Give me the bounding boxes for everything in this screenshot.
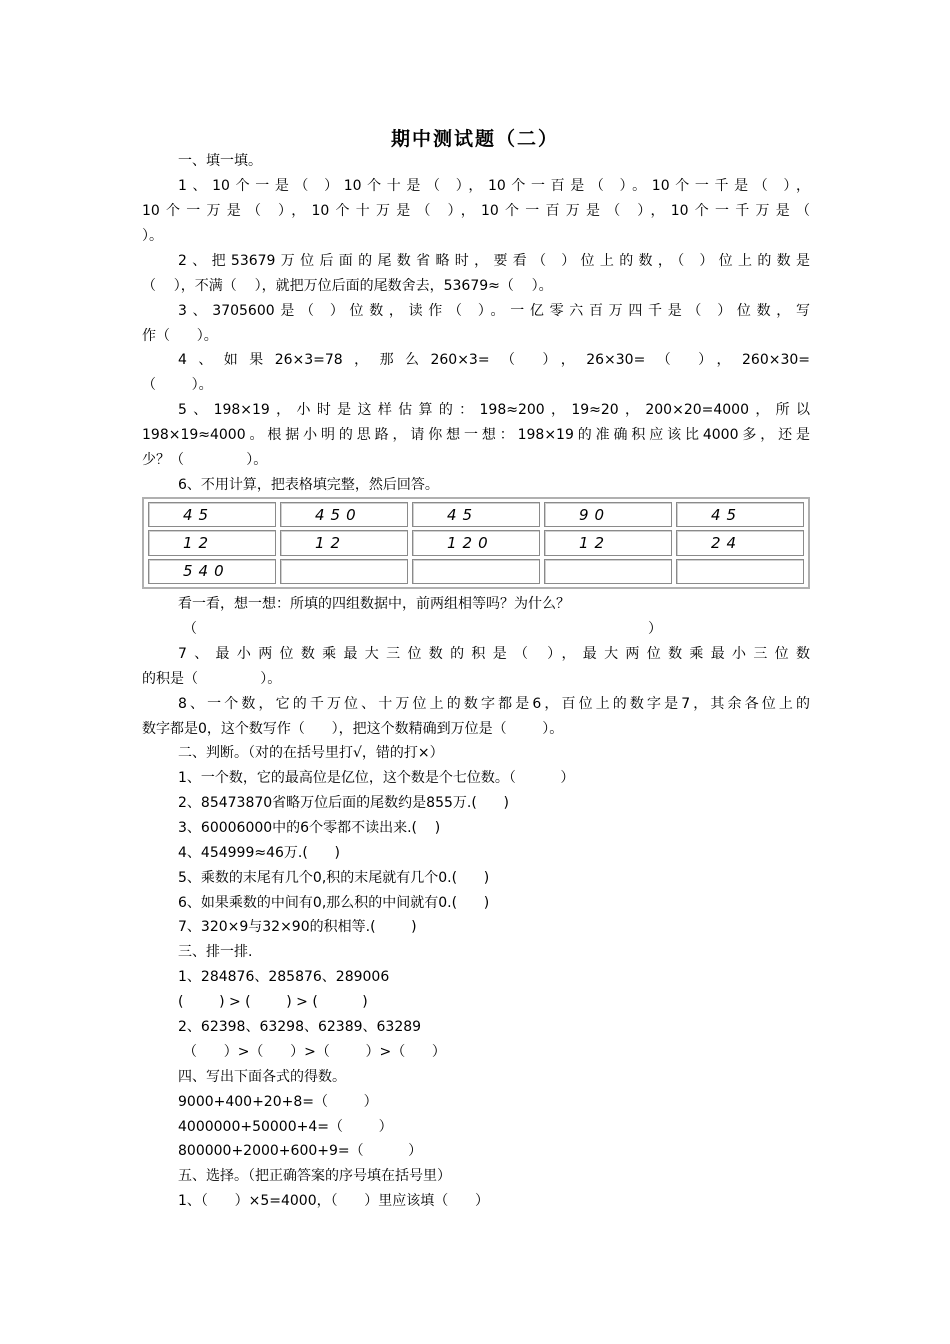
table-cell: 24 — [676, 530, 804, 555]
table-cell: 45 — [148, 502, 276, 527]
question-1-line-3: ）。 — [142, 228, 163, 244]
table-cell: 120 — [412, 530, 540, 555]
table-cell: 450 — [280, 502, 408, 527]
question-1-line-1: 1、10个一是（ ）10个十是（ ），10个一百是（ ）。10个一千是（ ）， — [178, 178, 810, 194]
judge-item: 4、454999≈46万.( ) — [178, 845, 340, 861]
question-1-line-2: 10个一万是（ ），10个十万是（ ），10个一百万是（ ），10个一千万是（ — [142, 203, 810, 219]
judge-item: 6、如果乘数的中间有0,那么积的中间就有0.( ) — [178, 895, 490, 911]
judge-item: 1、一个数，它的最高位是亿位，这个数是个七位数。（ ） — [178, 770, 575, 786]
compute-item: 9000+400+20+8=（ ） — [178, 1094, 378, 1110]
section-5-heading: 五、选择。（把正确答案的序号填在括号里） — [178, 1168, 451, 1184]
question-2-line-2: （ ），不满（ ），就把万位后面的尾数舍去，53679≈（ ）。 — [142, 278, 553, 294]
table-cell: 12 — [280, 530, 408, 555]
question-8-line-1: 8、一个数，它的千万位、十万位上的数字都是6，百位上的数字是7，其余各位上的 — [178, 696, 810, 712]
table-cell — [544, 559, 672, 584]
question-7-line-1: 7、最小两位数乘最大三位数的积是（ ），最大两位数乘最小三位数 — [178, 646, 810, 662]
judge-item: 2、85473870省略万位后面的尾数约是855万.( ) — [178, 795, 509, 811]
question-8-line-2: 数字都是0，这个数写作（ ），把这个数精确到万位是（ ）。 — [142, 721, 564, 737]
question-3-line-2: 作（ ）。 — [142, 328, 218, 344]
judge-item: 3、60006000中的6个零都不读出来.( ) — [178, 820, 441, 836]
table-row — [148, 502, 804, 527]
judge-item: 7、320×9与32×90的积相等.( ) — [178, 919, 417, 935]
question-4-line-1: 4、如果26×3=78，那么260×3=（ ），26×30=（ ），260×30= — [178, 352, 810, 368]
question-5-line-3: 少？（ ）。 — [142, 452, 268, 468]
section-3-heading: 三、排一排. — [178, 944, 253, 960]
table-row — [148, 530, 804, 555]
section-4-heading: 四、写出下面各式的得数。 — [178, 1069, 346, 1085]
choice-item: 1、（ ）×5=4000，（ ）里应该填（ ） — [178, 1193, 490, 1209]
table-cell — [676, 559, 804, 584]
table-cell: 90 — [544, 502, 672, 527]
question-5-line-2: 198×19≈4000。根据小明的思路，请你想一想：198×19的准确积应该比4000多，还是 — [142, 427, 810, 443]
table-cell: 540 — [148, 559, 276, 584]
table-row — [148, 559, 804, 584]
order-item-1: 1、284876、285876、289006 — [178, 969, 390, 985]
table-cell: 12 — [544, 530, 672, 555]
answer-right-paren: ） — [648, 621, 662, 637]
section-1-heading: 一、填一填。 — [178, 153, 262, 169]
order-item-2: 2、62398、63298、62389、63289 — [178, 1019, 422, 1035]
order-item-1-answer: ( ) > ( ) > ( ) — [178, 994, 368, 1010]
table-cell: 45 — [676, 502, 804, 527]
table-cell: 45 — [412, 502, 540, 527]
answer-left-paren: （ — [183, 621, 197, 637]
question-6-prompt: 6、不用计算，把表格填完整，然后回答。 — [178, 477, 439, 493]
question-4-line-2: （ ）。 — [142, 377, 213, 393]
question-7-line-2: 的积是（ ）。 — [142, 671, 282, 687]
table-cell: 12 — [148, 530, 276, 555]
section-2-heading: 二、判断。（对的在括号里打√，错的打×） — [178, 745, 444, 761]
compute-item: 4000000+50000+4=（ ） — [178, 1119, 393, 1135]
table-cell — [280, 559, 408, 584]
judge-item: 5、乘数的末尾有几个0,积的末尾就有几个0.( ) — [178, 870, 490, 886]
multiplication-table — [142, 497, 810, 589]
question-6-follow-up: 看一看，想一想：所填的四组数据中，前两组相等吗？为什么？ — [178, 596, 570, 612]
page-title: 期中测试题（二） — [390, 128, 559, 150]
question-5-line-1: 5、198×19，小时是这样估算的：198≈200，19≈20，200×20=4000，所以 — [178, 402, 810, 418]
compute-item: 800000+2000+600+9=（ ） — [178, 1143, 423, 1159]
question-2-line-1: 2、把53679万位后面的尾数省略时，要看（ ）位上的数，（ ）位上的数是 — [178, 253, 810, 269]
question-3-line-1: 3、3705600是（ ）位数，读作（ ）。一亿零六百万四千是（ ）位数，写 — [178, 303, 810, 319]
table-cell — [412, 559, 540, 584]
order-item-2-answer: （ ）>（ ）>（ ）>（ ） — [183, 1044, 446, 1060]
